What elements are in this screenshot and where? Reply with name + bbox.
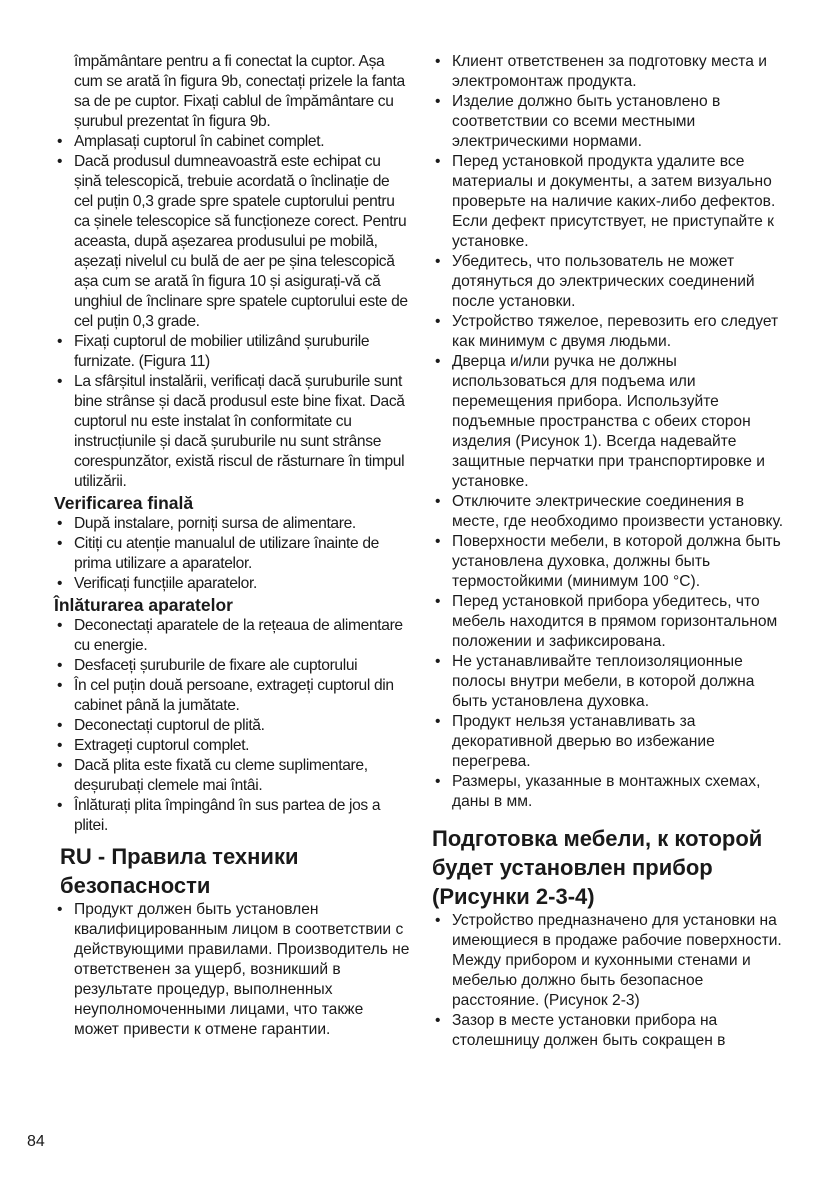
list-item: • Отключите электрические соединения в месте, где необходимо произвести установку. <box>432 492 788 532</box>
list-item: • Клиент ответственен за подготовку места и электромонтаж продукта. <box>432 52 788 92</box>
list-item: • Дверца и/или ручка не должны использоваться для подъема или перемещения прибора. Используйте подъемные пространства с обеих сторон изделия (Рисунок 1). Всегда надевайте защитные перчатки при транспортировке и установке. <box>432 352 788 492</box>
list-item: • Перед установкой продукта удалите все материалы и документы, а затем визуально проверьте на наличие каких-либо дефектов. Если дефект присутствует, не приступайте к установке. <box>432 152 788 252</box>
page-number: 84 <box>27 1133 45 1150</box>
list-item: • La sfârșitul instalării, verificați dacă șuruburile sunt bine strânse și dacă produsul este bine fixat. Dacă cuptorul nu este instalat în conformitate cu instrucțiunile și dacă șuruburile nu sunt strânse corespunzător, există riscul de răsturnare în timpul utilizării. <box>54 372 410 492</box>
furniture-prep-heading: Подготовка мебели, к которой будет установлен прибор (Рисунки 2-3-4) <box>432 826 763 909</box>
list-item: • Deconectați cuptorul de plită. <box>54 716 410 736</box>
list-item: • Убедитесь, что пользователь не может дотянуться до электрических соединений после установки. <box>432 252 788 312</box>
list-item: • Extrageți cuptorul complet. <box>54 736 410 756</box>
left-column <box>54 52 410 1040</box>
list-item: • Поверхности мебели, в которой должна быть установлена духовка, должны быть термостойкими (минимум 100 °C). <box>432 532 788 592</box>
list-item: • Dacă produsul dumneavoastră este echipat cu șină telescopică, trebuie acordată o înclinație de cel puțin 0,3 grade spre spatele cuptorului pentru ca șinele telescopice să funcționeze corect. Pentru aceasta, după așezarea produsului pe mobilă, așezați nivelul cu bulă de aer pe șina telescopică așa cum se arată în figura 10 și asigurați-vă că unghiul de înclinare spre spatele cuptorului este de cel puțin 0,3 grade. <box>54 152 410 332</box>
list-item: • În cel puțin două persoane, extrageți cuptorul din cabinet până la jumătate. <box>54 676 410 716</box>
continuation-paragraph: împământare pentru a fi conectat la cuptor. Așa cum se arată în figura 9b, conectați prizele la fanta sa de pe cuptor. Fixați cablul de împământare cu șurubul prezentat în figura 9b. <box>74 53 405 130</box>
list-item: • Dacă plita este fixată cu cleme suplimentare, deșurubați clemele mai întâi. <box>54 756 410 796</box>
furniture-prep-list <box>432 911 788 1051</box>
removal-heading: Înlăturarea aparatelor <box>54 595 233 615</box>
right-column <box>432 52 788 1051</box>
safety-list <box>432 52 788 812</box>
ru-safety-list <box>54 900 410 1040</box>
removal-list <box>54 616 410 836</box>
list-item: • Размеры, указанные в монтажных схемах, даны в мм. <box>432 772 788 812</box>
list-item: • Amplasați cuptorul în cabinet complet. <box>54 132 410 152</box>
list-item: • Изделие должно быть установлено в соответствии со всеми местными электрическими нормами. <box>432 92 788 152</box>
list-item: • Перед установкой прибора убедитесь, что мебель находится в прямом горизонтальном положении и зафиксирована. <box>432 592 788 652</box>
list-item: • Продукт должен быть установлен квалифицированным лицом в соответствии с действующими правилами. Производитель не ответственен за ущерб, возникший в результате процедур, выполненных неуполномоченными лицами, что также может привести к отмене гарантии. <box>54 900 410 1040</box>
list-item: • Зазор в месте установки прибора на столешницу должен быть сокращен в <box>432 1011 788 1051</box>
install-list <box>54 132 410 492</box>
list-item: • Fixați cuptorul de mobilier utilizând șuruburile furnizate. (Figura 11) <box>54 332 410 372</box>
list-item: • Verificați funcțiile aparatelor. <box>54 574 410 594</box>
final-check-list <box>54 514 410 594</box>
list-item: • Продукт нельзя устанавливать за декоративной дверью во избежание перегрева. <box>432 712 788 772</box>
list-item: • Не устанавливайте теплоизоляционные полосы внутри мебели, в которой должна быть установлена духовка. <box>432 652 788 712</box>
list-item: • Citiți cu atenție manualul de utilizare înainte de prima utilizare a aparatelor. <box>54 534 410 574</box>
ru-safety-heading: RU - Правила техники безопасности <box>60 844 299 898</box>
list-item: • Deconectați aparatele de la rețeaua de alimentare cu energie. <box>54 616 410 656</box>
list-item: • Înlăturați plita împingând în sus partea de jos a plitei. <box>54 796 410 836</box>
final-check-heading: Verificarea finală <box>54 493 194 513</box>
list-item: • Устройство предназначено для установки на имеющиеся в продаже рабочие поверхности. Между прибором и кухонными стенами и мебелью должно быть безопасное расстояние. (Рисунок 2-3) <box>432 911 788 1011</box>
list-item: • Устройство тяжелое, перевозить его следует как минимум с двумя людьми. <box>432 312 788 352</box>
list-item: • După instalare, porniți sursa de alimentare. <box>54 514 410 534</box>
list-item: • Desfaceți șuruburile de fixare ale cuptorului <box>54 656 410 676</box>
